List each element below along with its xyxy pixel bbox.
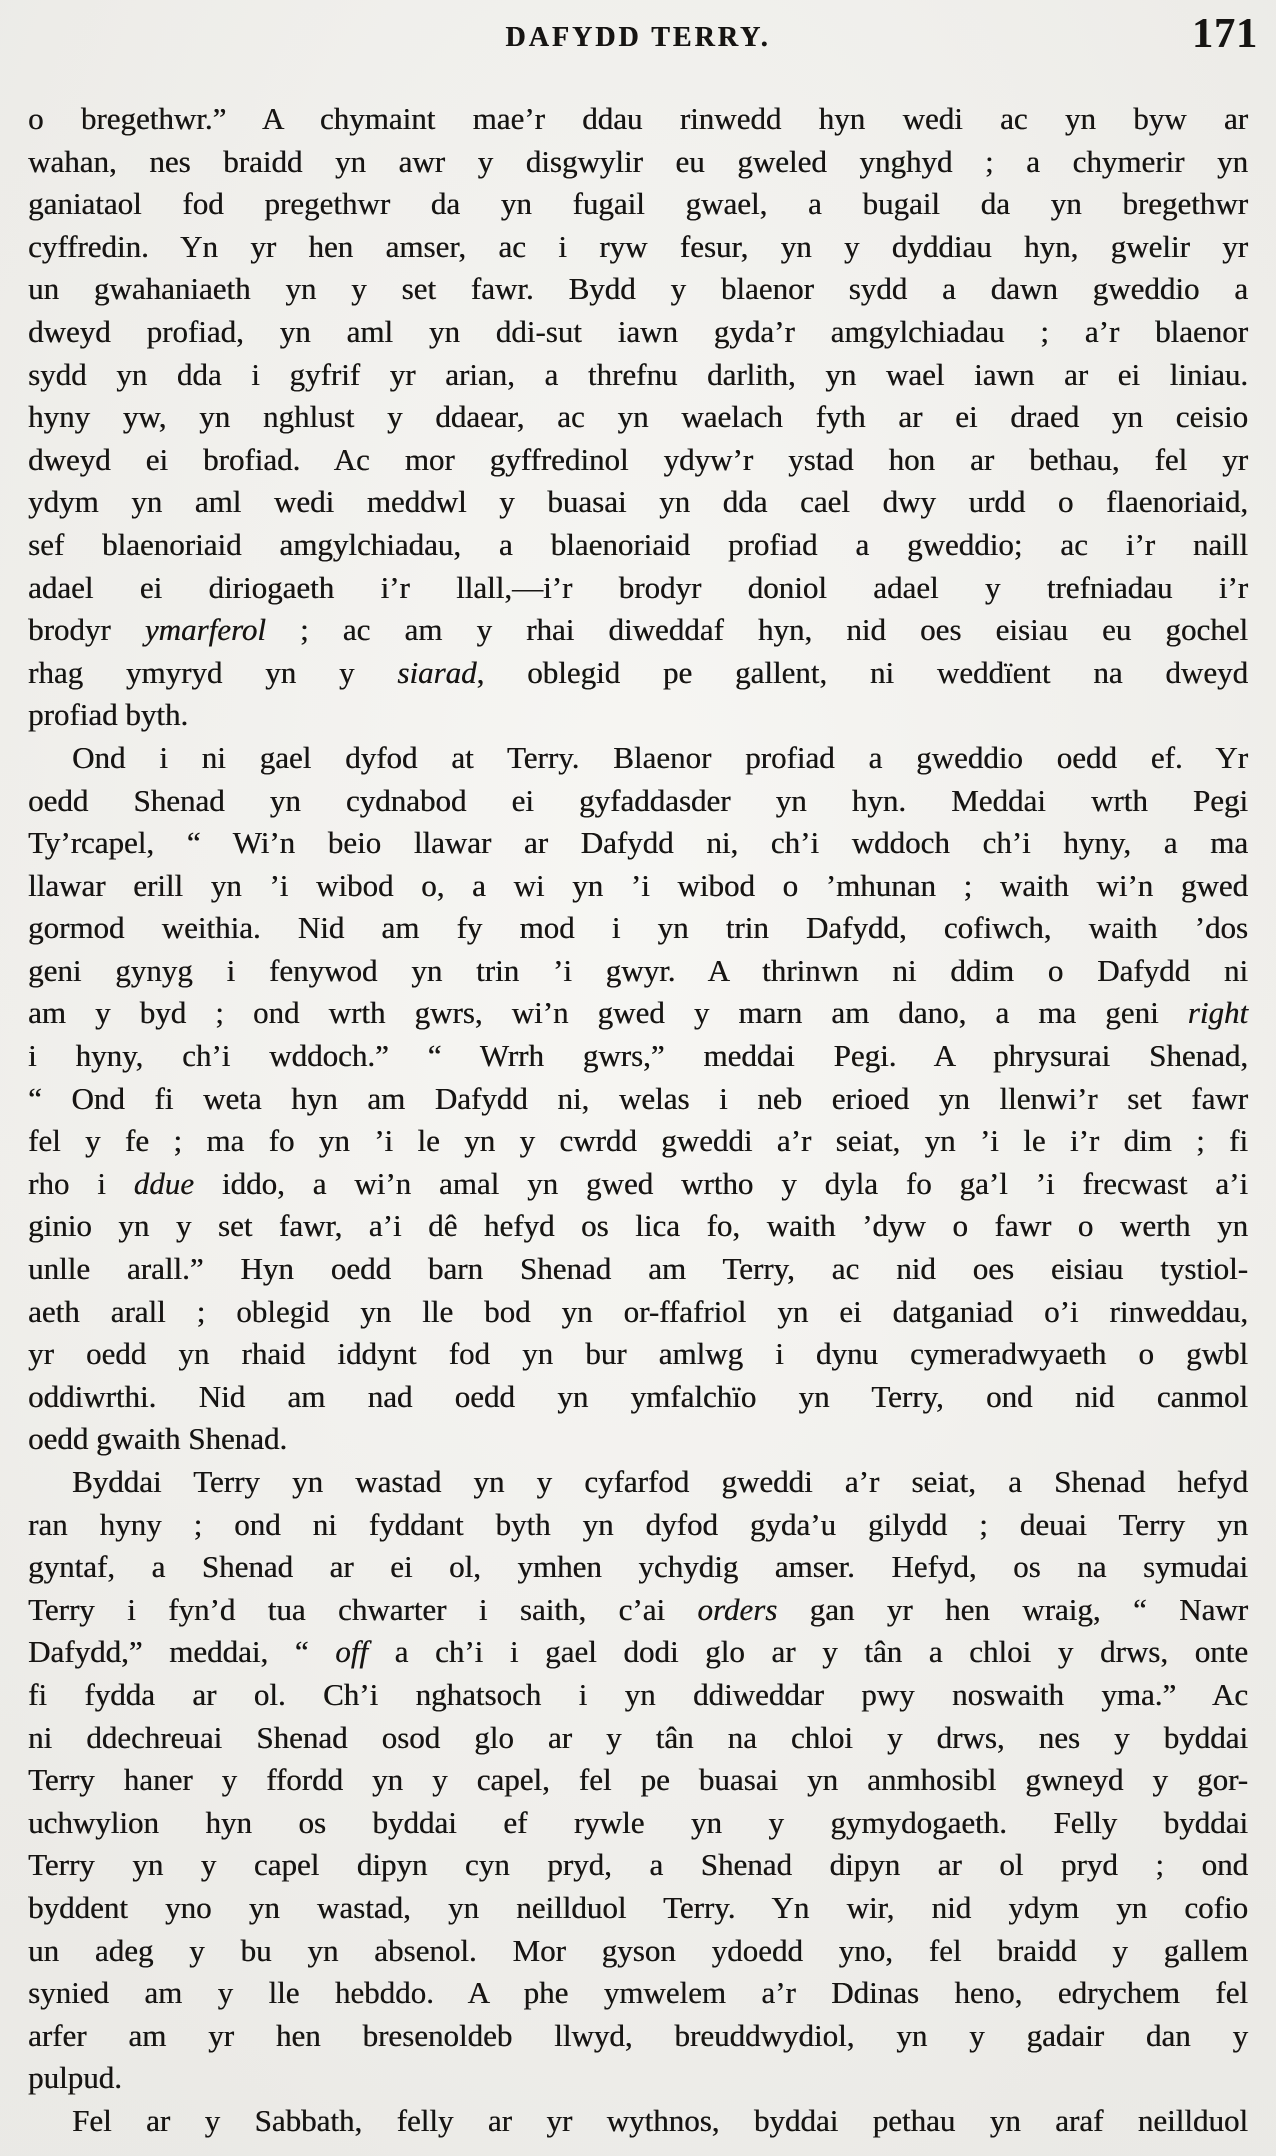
text-line	[28, 737, 1248, 780]
text-run: ran hyny ; ond ni fyddant byth yn dyfod gyda’u gilydd ; deuai Terry yn	[28, 1506, 1248, 1542]
text-line	[28, 98, 1248, 141]
text-run: aeth arall ; oblegid yn lle bod yn or-ffafriol yn ei datganiad o’i rinweddau,	[28, 1293, 1248, 1329]
text-line	[28, 780, 1248, 823]
text-line	[28, 1205, 1248, 1248]
text-run: ginio yn y set fawr, a’i dê hefyd os lica fo, waith ’dyw o fawr o werth yn	[28, 1208, 1248, 1244]
text-run: sef blaenoriaid amgylchiadau, a blaenoriaid profiad a gweddio; ac i’r naill	[28, 526, 1248, 562]
text-line	[28, 1631, 1248, 1674]
text-line	[28, 950, 1248, 993]
text-run: dweyd profiad, yn aml yn ddi-sut iawn gyda’r amgylchiadau ; a’r blaenor	[28, 313, 1248, 349]
text-line	[28, 1844, 1248, 1887]
italic-text-run: orders	[697, 1591, 778, 1627]
italic-text-run: off	[335, 1634, 368, 1670]
text-line	[28, 1717, 1248, 1760]
text-run: sydd yn dda i gyfrif yr arian, a threfnu darlith, yn wael iawn ar ei liniau.	[28, 356, 1248, 392]
text-run: Ond i ni gael dyfod at Terry. Blaenor profiad a gweddio oedd ef. Yr	[72, 739, 1248, 775]
running-header	[0, 11, 1276, 64]
text-run: “ Ond fi weta hyn am Dafydd ni, welas i neb erioed yn llenwi’r set fawr	[28, 1080, 1248, 1116]
text-run: rhag ymyryd yn y	[28, 654, 398, 690]
text-run: Terry haner y ffordd yn y capel, fel pe buasai yn anmhosibl gwneyd y gor-	[28, 1762, 1248, 1798]
text-line	[28, 1120, 1248, 1163]
text-line	[28, 439, 1248, 482]
text-line	[28, 2100, 1248, 2143]
text-run: llawar erill yn ’i wibod o, a wi yn ’i wibod o ’mhunan ; waith wi’n gwed	[28, 867, 1248, 903]
page-title: DAFYDD TERRY.	[505, 22, 771, 53]
text-run: oedd Shenad yn cydnabod ei gyfaddasder yn hyn. Meddai wrth Pegi	[28, 782, 1248, 818]
text-run: o bregethwr.” A chymaint mae’r ddau rinwedd hyn wedi ac yn byw ar	[28, 101, 1248, 136]
text-run: profiad byth.	[28, 697, 189, 733]
text-line	[28, 822, 1248, 865]
text-line	[28, 1376, 1248, 1419]
text-run: Terry yn y capel dipyn cyn pryd, a Shenad dipyn ar ol pryd ; ond	[28, 1847, 1248, 1883]
text-run: yr oedd yn rhaid iddynt fod yn bur amlwg i dynu cymeradwyaeth o gwbl	[28, 1336, 1248, 1372]
text-run: i hyny, ch’i wddoch.” “ Wrrh gwrs,” meddai Pegi. A phrysurai Shenad,	[28, 1038, 1248, 1074]
text-line	[28, 865, 1248, 908]
text-line	[28, 524, 1248, 567]
text-run: Dafydd,” meddai, “	[28, 1634, 336, 1670]
text-line	[28, 694, 1248, 737]
text-run: hyny yw, yn nghlust y ddaear, ac yn waelach fyth ar ei draed yn ceisio	[28, 399, 1248, 435]
text-run: brodyr	[28, 612, 145, 648]
text-run: adael ei diriogaeth i’r llall,—i’r brodyr doniol adael y trefniadau i’r	[28, 569, 1248, 605]
italic-text-run: right	[1187, 995, 1248, 1031]
text-run: un adeg y bu yn absenol. Mor gyson ydoedd yno, fel braidd y gallem	[28, 1932, 1248, 1968]
text-line	[28, 1972, 1248, 2015]
text-line	[28, 1759, 1248, 1802]
text-line	[28, 141, 1248, 184]
text-run: ydym yn aml wedi meddwl y buasai yn dda cael dwy urdd o flaenoriaid,	[28, 484, 1248, 520]
text-run: rho i	[28, 1165, 134, 1201]
text-line	[28, 1504, 1248, 1547]
text-line	[28, 1418, 1248, 1461]
text-run: Fel ar y Sabbath, felly ar yr wythnos, byddai pethau yn araf neillduol	[72, 2102, 1248, 2138]
italic-text-run: siarad	[397, 654, 477, 690]
text-run: a ch’i i gael dodi glo ar y tân a chloi y drws, onte	[367, 1634, 1249, 1670]
text-run: ni ddechreuai Shenad osod glo ar y tân na chloi y drws, nes y byddai	[28, 1719, 1248, 1755]
text-line	[28, 1078, 1248, 1121]
text-run: arfer am yr hen bresenoldeb llwyd, breuddwydiol, yn y gadair dan y	[28, 2017, 1248, 2053]
text-run: gan yr hen wraig, “ Nawr	[777, 1591, 1248, 1627]
text-line	[28, 268, 1248, 311]
text-line	[28, 481, 1248, 524]
text-run: fel y fe ; ma fo yn ’i le yn y cwrdd gweddi a’r seiat, yn ’i le i’r dim ; fi	[28, 1123, 1248, 1159]
text-line	[28, 2057, 1248, 2100]
text-run: uchwylion hyn os byddai ef rywle yn y gymydogaeth. Felly byddai	[28, 1804, 1248, 1840]
text-run: oedd gwaith Shenad.	[28, 1421, 288, 1457]
text-line	[28, 1163, 1248, 1206]
text-line	[28, 609, 1248, 652]
text-run: oddiwrthi. Nid am nad oedd yn ymfalchïo yn Terry, ond nid canmol	[28, 1378, 1248, 1414]
text-line	[28, 1802, 1248, 1845]
text-run: cyffredin. Yn yr hen amser, ac i ryw fesur, yn y dyddiau hyn, gwelir yr	[28, 228, 1248, 264]
text-run: fi fydda ar ol. Ch’i nghatsoch i yn ddiweddar pwy noswaith yma.” Ac	[28, 1676, 1248, 1712]
text-line	[28, 567, 1248, 610]
text-line	[28, 1546, 1248, 1589]
page-number: 171	[1192, 11, 1258, 57]
text-line	[28, 1887, 1248, 1930]
text-block	[28, 98, 1248, 2143]
text-line	[28, 311, 1248, 354]
italic-text-run: ymarferol	[144, 612, 266, 648]
italic-text-run: ddue	[133, 1165, 194, 1201]
text-run: gyntaf, a Shenad ar ei ol, ymhen ychydig amser. Hefyd, os na symudai	[28, 1549, 1248, 1585]
text-run: am y byd ; ond wrth gwrs, wi’n gwed y marn am dano, a ma geni	[28, 995, 1188, 1031]
text-run: ganiataol fod pregethwr da yn fugail gwael, a bugail da yn bregethwr	[28, 186, 1248, 222]
text-run: pulpud.	[28, 2060, 122, 2096]
text-line	[28, 1291, 1248, 1334]
text-run: byddent yno yn wastad, yn neillduol Terry. Yn wir, nid ydym yn cofio	[28, 1889, 1248, 1925]
text-line	[28, 354, 1248, 397]
text-run: Terry i fyn’d tua chwarter i saith, c’ai	[28, 1591, 698, 1627]
text-line	[28, 907, 1248, 950]
text-line	[28, 1674, 1248, 1717]
text-line	[28, 183, 1248, 226]
text-run: Byddai Terry yn wastad yn y cyfarfod gweddi a’r seiat, a Shenad hefyd	[72, 1464, 1248, 1499]
text-line	[28, 1333, 1248, 1376]
text-line	[28, 992, 1248, 1035]
text-run: wahan, nes braidd yn awr y disgwylir eu gweled ynghyd ; a chymerir yn	[28, 143, 1248, 179]
text-run: , oblegid pe gallent, ni weddïent na dweyd	[476, 654, 1248, 690]
text-line	[28, 1035, 1248, 1078]
text-line	[28, 1589, 1248, 1632]
text-run: geni gynyg i fenywod yn trin ’i gwyr. A thrinwn ni ddim o Dafydd ni	[28, 952, 1248, 988]
text-line	[28, 652, 1248, 695]
scanned-book-page	[0, 11, 1276, 2156]
text-line	[28, 226, 1248, 269]
text-line	[28, 1461, 1248, 1504]
text-run: iddo, a wi’n amal yn gwed wrtho y dyla fo ga’l ’i frecwast a’i	[193, 1165, 1248, 1201]
text-run: unlle arall.” Hyn oedd barn Shenad am Terry, ac nid oes eisiau tystiol-	[28, 1251, 1248, 1287]
text-run: un gwahaniaeth yn y set fawr. Bydd y blaenor sydd a dawn gweddio a	[28, 271, 1248, 307]
text-line	[28, 1930, 1248, 1973]
text-run: ; ac am y rhai diweddaf hyn, nid oes eisiau eu gochel	[265, 612, 1248, 648]
text-line	[28, 2015, 1248, 2058]
text-line	[28, 1248, 1248, 1291]
text-line	[28, 396, 1248, 439]
text-run: gormod weithia. Nid am fy mod i yn trin Dafydd, cofiwch, waith ’dos	[28, 910, 1248, 946]
text-run: dweyd ei brofiad. Ac mor gyffredinol ydyw’r ystad hon ar bethau, fel yr	[28, 441, 1248, 477]
text-run: synied am y lle hebddo. A phe ymwelem a’r Ddinas heno, edrychem fel	[28, 1975, 1248, 2011]
text-run: Ty’rcapel, “ Wi’n beio llawar ar Dafydd ni, ch’i wddoch ch’i hyny, a ma	[28, 825, 1248, 861]
